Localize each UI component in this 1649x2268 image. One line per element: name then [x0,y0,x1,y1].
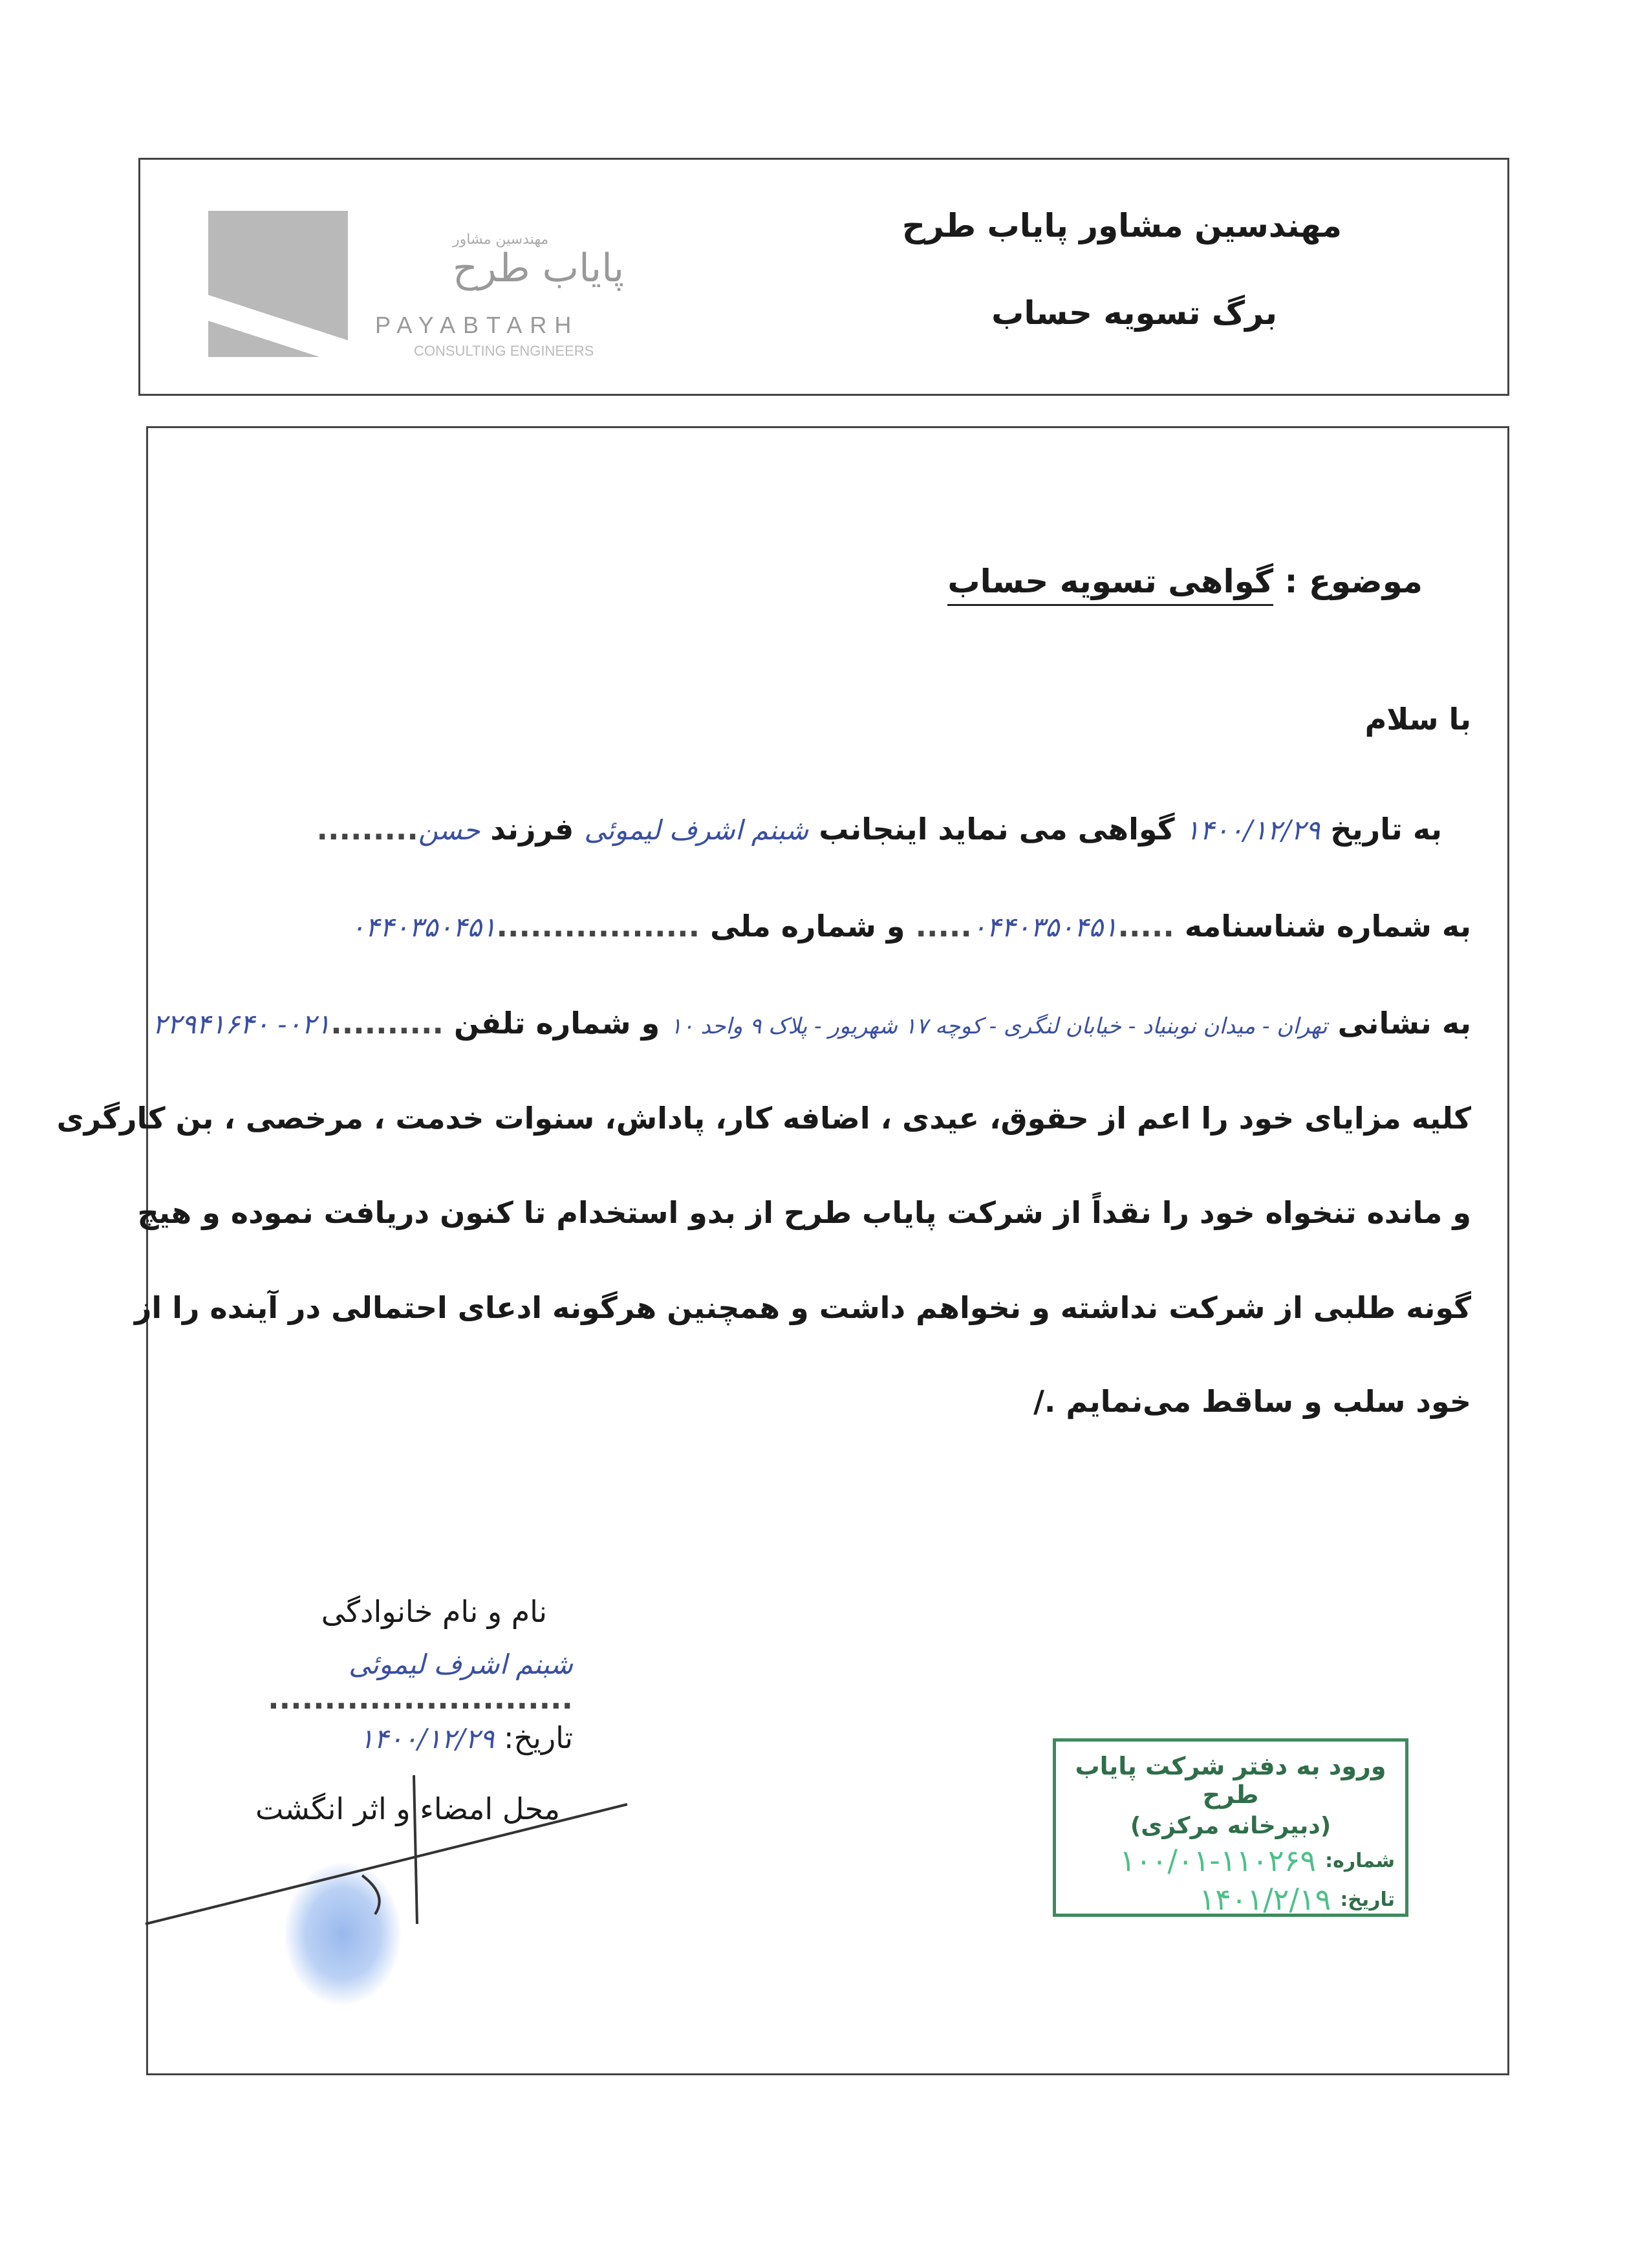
paragraph-line: گونه طلبی از شرکت نداشته و نخواهم داشت و همچنین هرگونه ادعای احتمالی در آینده را از [134,1290,1471,1325]
national-id-field[interactable]: ۰۴۴۰۳۵۰۴۵۱ [350,911,497,943]
paragraph-line: خود سلب و ساقط می‌نمایم ./ [1033,1384,1471,1419]
date-label: تاریخ: [503,1720,573,1755]
stamp-line1: ورود به دفتر شرکت پایاب طرح [1075,1752,1386,1809]
form-title: برگ تسویه حساب [991,294,1277,332]
logo-text-fa: پایاب طرح [453,246,625,291]
office-stamp [1053,1738,1408,1917]
greeting: با سلام [1364,702,1471,737]
paragraph-line: کلیه مزایای خود را اعم از حقوق، عیدی ، اضافه کار، پاداش، سنوات خدمت ، مرخصی ، بن کارگری [56,1101,1471,1136]
text: و شماره ملی [710,909,905,944]
line-address: به نشانی تهران - میدان نوبنیاد - خیابان لنگری - کوچه ۱۷ شهریور - پلاک ۹ واحد ۱۰ و شماره تلفن ..........۰۲۱- ۲۲۹۴۱۶۴۰ [152,1006,1471,1041]
text: به تاریخ [1330,812,1442,847]
subject-label: موضوع : [1284,563,1423,600]
subject: گواهی تسویه حساب [947,563,1273,606]
logo-text-fa-small: مهندسین مشاور [453,232,549,248]
date-field[interactable]: ۱۴۰۰/۱۲/۲۹ [1185,814,1320,846]
company-name: مهندسین مشاور پایاب طرح [901,207,1342,244]
text: به شماره شناسنامه [1184,909,1471,944]
signature-name-field[interactable]: شبنم اشرف لیموئی [349,1648,573,1680]
line-ids: به شماره شناسنامه .....۰۴۴۰۳۵۰۴۵۱..... و شماره ملی ..................۰۴۴۰۳۵۰۴۵۱ [350,909,1471,944]
father-name-field[interactable]: حسن [418,814,480,846]
address-field[interactable]: تهران - میدان نوبنیاد - خیابان لنگری - کوچه ۱۷ شهریور - پلاک ۹ واحد ۱۰ [670,1013,1328,1039]
stamp-date-label: تاریخ: [1340,1888,1395,1911]
name-field[interactable]: شبنم اشرف لیموئی [584,814,809,846]
paragraph-line: و مانده تنخواه خود را نقداً از شرکت پایاب طرح از بدو استخدام تا کنون دریافت نموده و هیچ [137,1195,1471,1230]
logo-text-en: PAYABTARH [375,312,579,338]
stamp-date: ۱۴۰۱/۲/۱۹ [1199,1882,1331,1917]
name-label: نام و نام خانوادگی [321,1594,547,1629]
signature-name: شبنم اشرف لیموئی ........................... [268,1648,573,1716]
signature-date-field[interactable]: ۱۴۰۰/۱۲/۲۹ [359,1723,495,1755]
id-number-field[interactable]: ۰۴۴۰۳۵۰۴۵۱ [971,911,1118,943]
logo-text-en-sub: CONSULTING ENGINEERS [414,343,594,359]
text: فرزند [490,812,574,847]
text: گواهی می نماید اینجانب [819,812,1175,847]
text: و شماره تلفن [454,1006,660,1041]
stamp-number: ۱۰۰/۰۱-۱۱۰۲۶۹ [1119,1843,1317,1878]
stamp-line2: (دبیرخانه مرکزی) [1130,1813,1331,1839]
text: به نشانی [1337,1006,1471,1041]
phone-field[interactable]: ۰۲۱- ۲۲۹۴۱۶۴۰ [152,1008,331,1040]
stamp-number-label: شماره: [1325,1849,1395,1872]
sign-label: محل امضاء و اثر انگشت [255,1791,560,1826]
line-date-name: به تاریخ ۱۴۰۰/۱۲/۲۹ گواهی می نماید اینجانب شبنم اشرف لیموئی فرزند حسن......... [316,812,1442,847]
